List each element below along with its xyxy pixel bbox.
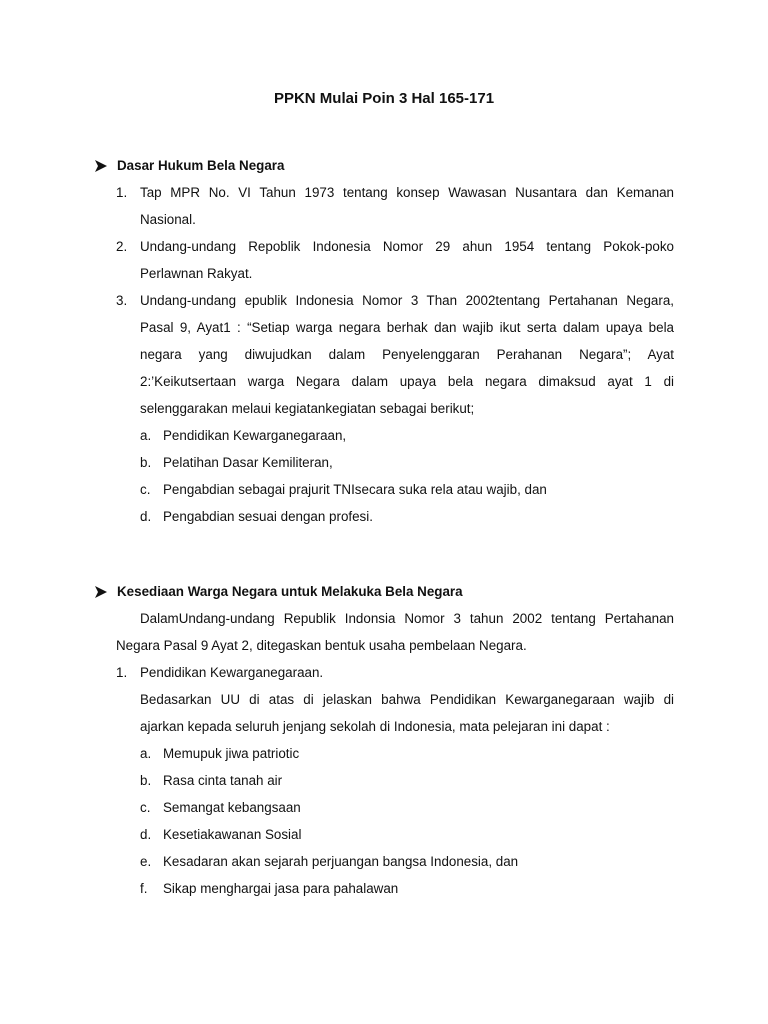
sublist-item: Semangat kebangsaan bbox=[163, 800, 301, 815]
sublist-letter: d. bbox=[140, 509, 152, 524]
sublist-item: Sikap menghargai jasa para pahalawan bbox=[163, 881, 399, 896]
list-number: 3. bbox=[116, 293, 128, 308]
sublist-letter: b. bbox=[140, 773, 152, 788]
list-item-line: Undang-undang epublik Indonesia Nomor 3 Than 2002tentang Pertahanan Negara, bbox=[140, 293, 674, 308]
page-title: PPKN Mulai Poin 3 Hal 165-171 bbox=[273, 90, 495, 107]
list-item-line: Pendidikan Kewarganegaraan. bbox=[140, 665, 324, 680]
intro-line: DalamUndang-undang Republik Indonsia Nomor 3 tahun 2002 tentang Pertahanan bbox=[140, 611, 674, 626]
paragraph-line: Bedasarkan UU di atas di jelaskan bahwa Pendidikan Kewarganegaraan wajib di bbox=[140, 692, 674, 707]
sublist-item: Rasa cinta tanah air bbox=[163, 773, 283, 788]
sublist-item: Pendidikan Kewarganegaraan, bbox=[163, 428, 347, 443]
list-number: 2. bbox=[116, 239, 128, 254]
sublist-item: Memupuk jiwa patriotic bbox=[163, 746, 300, 761]
sublist-item: Kesetiakawanan Sosial bbox=[163, 827, 302, 842]
sublist-item: Pengabdian sesuai dengan profesi. bbox=[163, 509, 373, 524]
intro-line: Negara Pasal 9 Ayat 2, ditegaskan bentuk usaha pembelaan Negara. bbox=[116, 638, 527, 653]
sublist-letter: a. bbox=[140, 428, 152, 443]
section-heading-kesediaan: Kesediaan Warga Negara untuk Melakuka Bela Negara bbox=[117, 584, 463, 599]
sublist-item: Kesadaran akan sejarah perjuangan bangsa Indonesia, dan bbox=[163, 854, 519, 869]
sublist-item: Pengabdian sebagai prajurit TNIsecara suka rela atau wajib, dan bbox=[163, 482, 547, 497]
list-number: 1. bbox=[116, 185, 128, 200]
arrow-bullet-icon bbox=[94, 159, 108, 173]
list-number: 1. bbox=[116, 665, 128, 680]
paragraph-line: ajarkan kepada seluruh jenjang sekolah di Indonesia, mata pelejaran ini dapat : bbox=[140, 719, 610, 734]
list-item-line: selenggarakan melaui kegiatankegiatan sebagai berikut; bbox=[140, 401, 475, 416]
list-item-line: Pasal 9, Ayat1 : “Setiap warga negara berhak dan wajib ikut serta dalam upaya bela bbox=[140, 320, 674, 335]
sublist-letter: b. bbox=[140, 455, 152, 470]
list-item-line: negara yang diwujudkan dalam Penyelenggaran Perahanan Negara”; Ayat bbox=[140, 347, 674, 362]
sublist-item: Pelatihan Dasar Kemiliteran, bbox=[163, 455, 333, 470]
sublist-letter: f. bbox=[140, 881, 148, 896]
list-item-line: Perlawnan Rakyat. bbox=[140, 266, 253, 281]
sublist-letter: c. bbox=[140, 800, 151, 815]
sublist-letter: d. bbox=[140, 827, 152, 842]
list-item-line: Undang-undang Repoblik Indonesia Nomor 29 ahun 1954 tentang Pokok-poko bbox=[140, 239, 674, 254]
section-heading-dasar-hukum: Dasar Hukum Bela Negara bbox=[117, 158, 285, 173]
list-item-line: Tap MPR No. VI Tahun 1973 tentang konsep Wawasan Nusantara dan Kemanan bbox=[140, 185, 674, 200]
list-item-line: 2:’Keikutsertaan warga Negara dalam upaya bela negara dimaksud ayat 1 di bbox=[140, 374, 674, 389]
arrow-bullet-icon bbox=[94, 585, 108, 599]
sublist-letter: e. bbox=[140, 854, 152, 869]
sublist-letter: c. bbox=[140, 482, 151, 497]
list-item-line: Nasional. bbox=[140, 212, 196, 227]
sublist-letter: a. bbox=[140, 746, 152, 761]
